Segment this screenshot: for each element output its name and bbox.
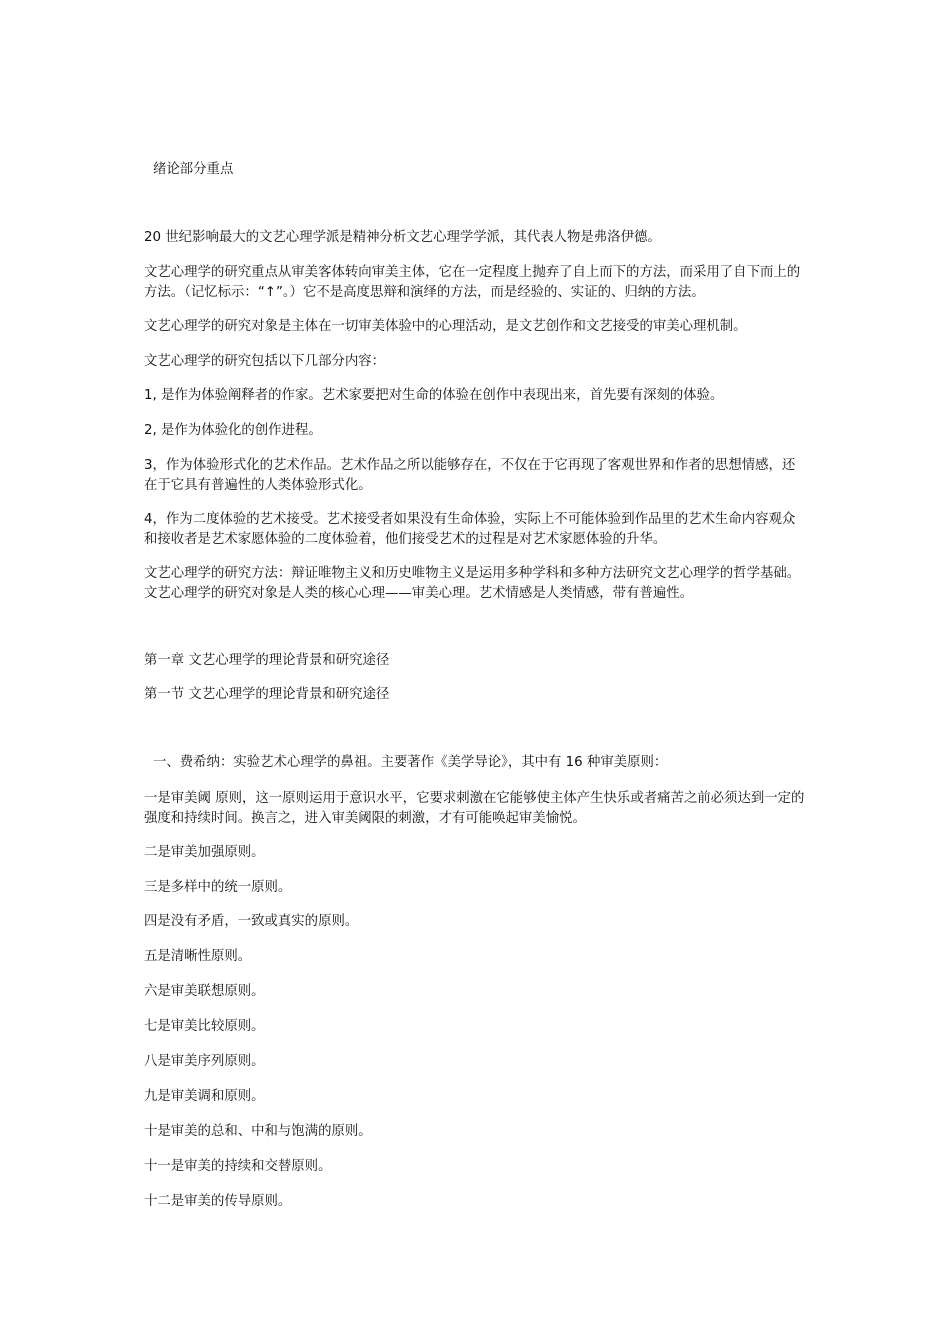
- section-title: 第一节 文艺心理学的理论背景和研究途径: [144, 687, 390, 702]
- principle-item: 六是审美联想原则。: [144, 984, 265, 999]
- principle-item: 十是审美的总和、中和与饱满的原则。: [144, 1124, 372, 1139]
- principle-item: 五是清晰性原则。: [144, 949, 252, 964]
- principle-item: 十一是审美的持续和交替原则。: [144, 1159, 332, 1174]
- chapter-title: 第一章 文艺心理学的理论背景和研究途径: [144, 653, 390, 668]
- principle-item: 三是多样中的统一原则。: [144, 880, 292, 895]
- intro-paragraph-6: 2, 是作为体验化的创作进程。: [144, 423, 322, 438]
- principle-item: 四是没有矛盾，一致或真实的原则。: [144, 914, 359, 929]
- intro-paragraph-2: 文艺心理学的研究重点从审美客体转向审美主体，它在一定程度上抛弃了自上而下的方法，而采用了自下而上的方法。（记忆标示：“↑”。）它不是高度思辩和演绎的方法，而是经验的、实证的、归纳的方法。: [144, 265, 801, 300]
- intro-paragraph-5: 1, 是作为体验阐释者的作家。艺术家要把对生命的体验在创作中表现出来，首先要有深刻的体验。: [144, 388, 724, 403]
- intro-paragraph-4: 文艺心理学的研究包括以下几部分内容：: [144, 354, 386, 369]
- principle-item: 七是审美比较原则。: [144, 1019, 265, 1034]
- principle-item: 二是审美加强原则。: [144, 845, 265, 860]
- intro-paragraph-1: 20 世纪影响最大的文艺心理学派是精神分析文艺心理学学派，其代表人物是弗洛伊德。: [144, 230, 661, 245]
- intro-paragraph-3: 文艺心理学的研究对象是主体在一切审美体验中的心理活动，是文艺创作和文艺接受的审美心理机制。: [144, 319, 747, 334]
- fechner-heading: 一、费希纳：实验艺术心理学的鼻祖。主要著作《美学导论》，其中有 16 种审美原则：: [153, 755, 668, 770]
- intro-paragraph-9: 文艺心理学的研究方法：辩证唯物主义和历史唯物主义是运用多种学科和多种方法研究文艺心理学的哲学基础。文艺心理学的研究对象是人类的核心心理——审美心理。艺术情感是人类情感，带有普遍性。: [144, 566, 801, 601]
- principle-item: 一是审美阈 原则，这一原则运用于意识水平，它要求刺激在它能够使主体产生快乐或者痛苦之前必须达到一定的强度和持续时间。换言之，进入审美阈限的刺激，才有可能唤起审美愉悦。: [144, 791, 805, 826]
- principle-item: 十二是审美的传导原则。: [144, 1194, 292, 1209]
- principle-item: 八是审美序列原则。: [144, 1054, 265, 1069]
- intro-paragraph-7: 3，作为体验形式化的艺术作品。艺术作品之所以能够存在，不仅在于它再现了客观世界和作者的思想情感，还在于它具有普遍性的人类体验形式化。: [144, 458, 796, 493]
- intro-paragraph-8: 4，作为二度体验的艺术接受。艺术接受者如果没有生命体验，实际上不可能体验到作品里的艺术生命内容观众和接收者是艺术家愿体验的二度体验着，他们接受艺术的过程是对艺术家愿体验的升华。: [144, 512, 796, 547]
- principle-item: 九是审美调和原则。: [144, 1089, 265, 1104]
- intro-title: 绪论部分重点: [153, 162, 234, 177]
